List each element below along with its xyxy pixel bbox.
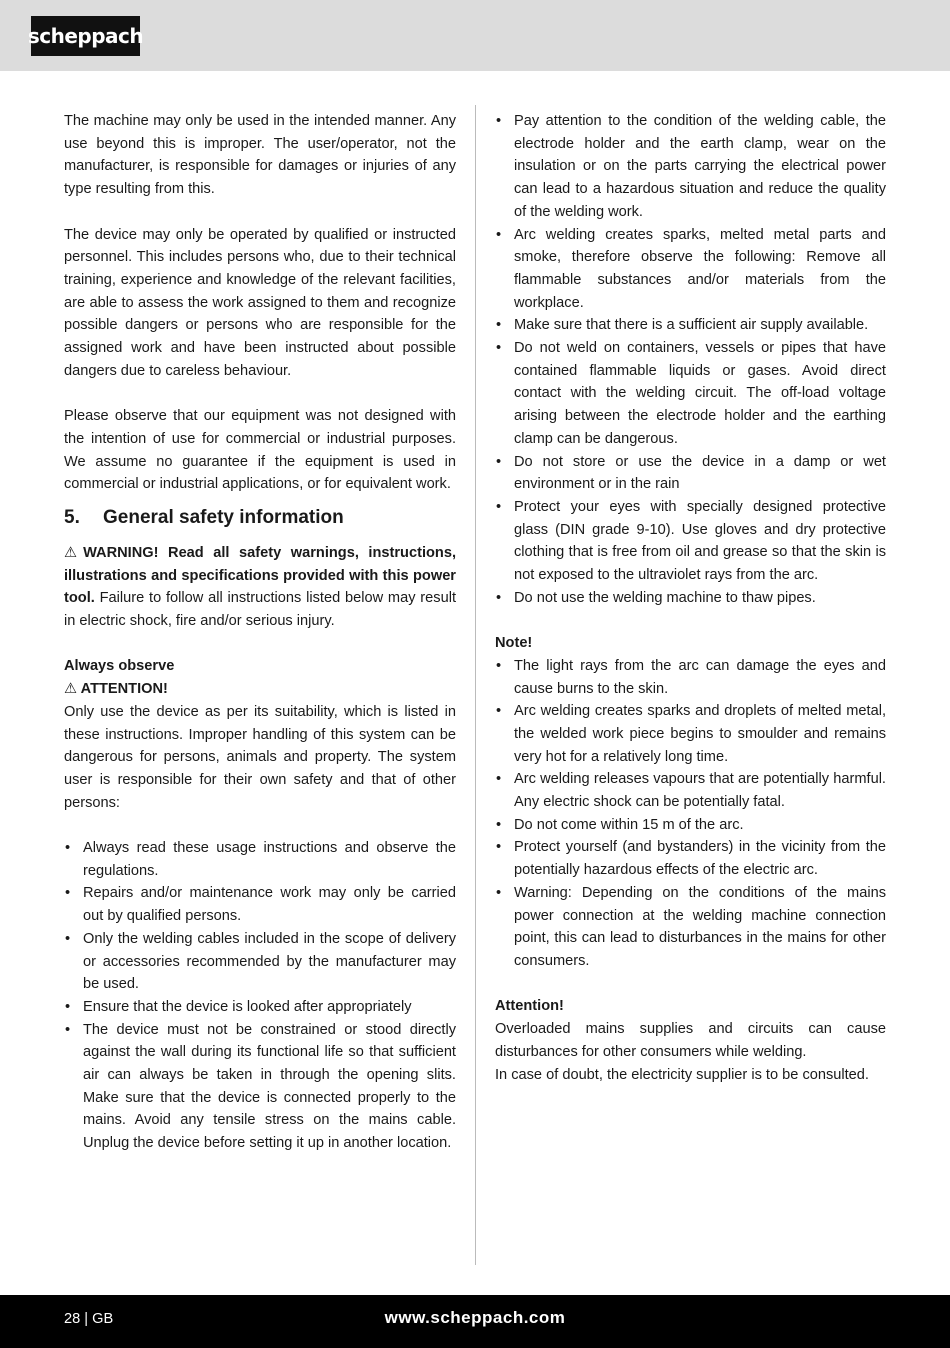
attention-label: Attention!	[495, 998, 564, 1015]
list-item: • The light rays from the arc can damage the eyes and cause burns to the skin.	[495, 655, 886, 700]
list-item: • Pay attention to the condition of the welding cable, the electrode holder and the earth clamp, wear on the insulation or on the parts carrying the electrical power can lead to a hazardous situation and reduce the quality of the welding work.	[495, 110, 886, 224]
website-link[interactable]: www.scheppach.com	[384, 1308, 566, 1327]
page-number: 28 | GB	[64, 1311, 114, 1327]
attention-heading	[64, 678, 456, 701]
list-item: • Always read these usage instructions and observe the regulations.	[64, 837, 456, 882]
list-item: • The device must not be constrained or stood directly against the wall during its functional life so that sufficient air can always be taken in through the opening slits. Make sure that the device is connected properly to the mains. Avoid any tensile stress on the mains cable. Unplug the device before setting it up in another location.	[64, 1019, 456, 1155]
list-item: • Ensure that the device is looked after appropriately	[64, 996, 456, 1019]
column-divider	[475, 105, 476, 1265]
attention-label: ATTENTION!	[80, 681, 168, 698]
section-title: General safety information	[103, 506, 344, 528]
page-footer	[0, 1295, 950, 1348]
warning-paragraph	[64, 542, 456, 633]
note-bullet-list	[495, 655, 886, 973]
warning-bold-text: WARNING! Read all safety warnings, instructions, illustrations and specifications provided with this power tool.	[64, 544, 456, 607]
right-column	[495, 110, 886, 1086]
safety-bullet-list	[64, 837, 456, 1155]
intended-use-paragraph: The machine may only be used in the intended manner. Any use beyond this is improper. The user/operator, not the manufacturer, is responsible for damages or injuries of any type resulting from this.	[64, 113, 456, 198]
list-item: • Protect your eyes with specially designed protective glass (DIN grade 9-10). Use gloves and dry protective clothing that is free from oil and grease so that the skin is not exposed to the ultraviolet rays from the arc.	[495, 496, 886, 587]
list-item: • Do not come within 15 m of the arc.	[495, 814, 886, 837]
list-item: • Only the welding cables included in the scope of delivery or accessories recommended by the manufacturer may be used.	[64, 928, 456, 996]
list-item: • Do not weld on containers, vessels or pipes that have contained flammable liquids or gases. Avoid direct contact with the welding circuit. The off-load voltage arising between the electrode holder and the earthing clamp can be dangerous.	[495, 337, 886, 451]
list-item: • Make sure that there is a sufficient air supply available.	[495, 314, 886, 337]
attention-paragraph: Overloaded mains supplies and circuits can cause disturbances for other consumers while welding.	[495, 1021, 886, 1060]
list-item: • Do not use the welding machine to thaw pipes.	[495, 587, 886, 610]
attention-paragraph: In case of doubt, the electricity supplier is to be consulted.	[495, 1066, 869, 1083]
page-header	[0, 0, 950, 71]
list-item: • Arc welding releases vapours that are potentially harmful. Any electric shock can be potentially fatal.	[495, 768, 886, 813]
attention-paragraph: Only use the device as per its suitability, which is listed in these instructions. Improper handling of this system can be dangerous for persons, animals and property. The system user is responsible for their own safety and that of other persons:	[64, 703, 456, 811]
section-number: 5.	[64, 506, 80, 528]
warning-text: Failure to follow all instructions listed below may result in electric shock, fire and/or serious injury.	[64, 590, 456, 630]
scheppach-logo: scheppach	[31, 16, 140, 56]
list-item: • Arc welding creates sparks and droplets of melted metal, the welded work piece begins to smoulder and remains very hot for a relatively long time.	[495, 700, 886, 768]
list-item: • Repairs and/or maintenance work may only be carried out by qualified persons.	[64, 882, 456, 927]
welding-bullet-list	[495, 110, 886, 609]
section-heading	[64, 506, 456, 530]
left-column	[64, 110, 456, 1155]
list-item: • Do not store or use the device in a damp or wet environment or in the rain	[495, 451, 886, 496]
warning-icon: ⚠	[64, 681, 78, 698]
qualified-personnel-paragraph: The device may only be operated by qualified or instructed personnel. This includes persons who, due to their technical training, experience and knowledge of the relevant facilities, are able to assess the work assigned to them and recognize possible dangers or persons who are responsible for the assigned work and have been instructed about possible dangers due to careless behaviour.	[64, 226, 456, 379]
always-observe-label: Always observe	[64, 658, 175, 675]
note-label: Note!	[495, 635, 533, 652]
commercial-use-paragraph: Please observe that our equipment was not designed with the intention of use for commercial or industrial purposes. We assume no guarantee if the equipment is used in commercial or industrial applications, or for equivalent work.	[64, 408, 456, 493]
list-item: • Arc welding creates sparks, melted metal parts and smoke, therefore observe the following: Remove all flammable substances and/or materials from the workplace.	[495, 224, 886, 315]
list-item: • Protect yourself (and bystanders) in the vicinity from the potentially hazardous effects of the electric arc.	[495, 836, 886, 881]
warning-icon: ⚠	[64, 544, 78, 561]
list-item: • Warning: Depending on the conditions of the mains power connection at the welding machine connection point, this can lead to disturbances in the mains for other consumers.	[495, 882, 886, 973]
